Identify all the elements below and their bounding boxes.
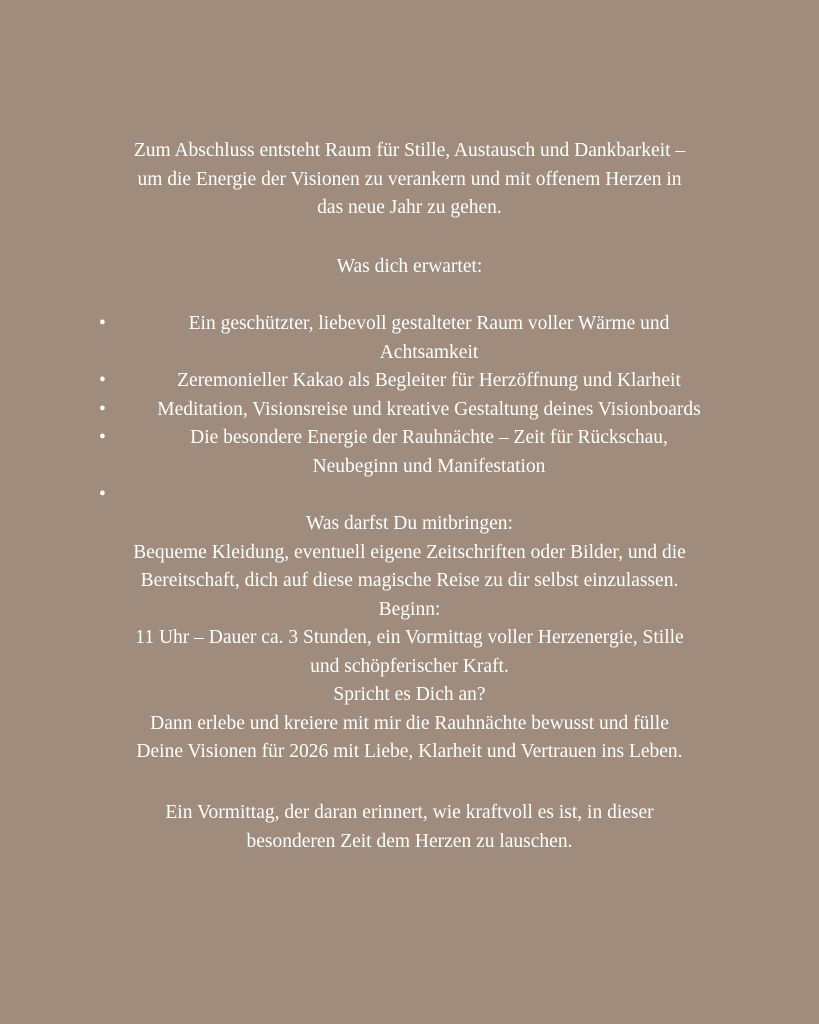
list-item-line: Ein geschützter, liebevoll gestalteter Raum voller Wärme und <box>188 313 670 334</box>
list-item-text <box>119 310 739 367</box>
list-item-text <box>119 424 739 481</box>
closing-line: besonderen Zeit dem Herzen zu lauschen. <box>246 830 573 852</box>
list-item-line: Achtsamkeit <box>379 341 479 363</box>
closing-paragraph <box>90 799 729 856</box>
bullet-icon: • <box>99 370 106 391</box>
bullet-icon: • <box>99 484 106 505</box>
question-text: Spricht es Dich an? <box>333 684 486 705</box>
list-item <box>99 367 739 396</box>
bullet-list <box>99 310 739 510</box>
invite-line: Deine Visionen für 2026 mit Liebe, Klarheit und Vertrauen ins Leben. <box>136 741 683 762</box>
list-item-line: Meditation, Visionsreise und kreative Gestaltung deines Visionboards <box>157 398 701 420</box>
expect-heading <box>90 253 729 282</box>
list-item <box>99 481 739 510</box>
intro-line: das neue Jahr zu gehen. <box>317 197 502 218</box>
list-item <box>99 396 739 425</box>
closing-line: Ein Vormittag, der daran erinnert, wie kraftvoll es ist, in dieser <box>165 802 654 823</box>
bring-heading: Was darfst Du mitbringen: <box>306 513 513 534</box>
list-item-text <box>119 367 739 396</box>
list-item <box>99 310 739 367</box>
start-heading: Beginn: <box>378 598 441 620</box>
list-item-text <box>119 396 739 425</box>
invite-line: Dann erlebe und kreiere mit mir die Rauhnächte bewusst und fülle <box>150 712 669 734</box>
expect-heading-text: Was dich erwartet: <box>336 256 483 277</box>
bullet-icon: • <box>99 398 106 420</box>
list-item-line: Die besondere Energie der Rauhnächte – Zeit für Rückschau, <box>190 427 668 448</box>
list-item <box>99 424 739 481</box>
intro-line: Zum Abschluss entsteht Raum für Stille, Austausch und Dankbarkeit – <box>133 140 686 161</box>
list-item-line: Zeremonieller Kakao als Begleiter für Herzöffnung und Klarheit <box>177 370 681 391</box>
list-item-line: Neubeginn und Manifestation <box>312 455 546 477</box>
bullet-icon: • <box>99 427 106 448</box>
start-line: 11 Uhr – Dauer ca. 3 Stunden, ein Vormittag voller Herzenergie, Stille <box>135 627 684 648</box>
bring-line: Bereitschaft, dich auf diese magische Reise zu dir selbst einzulassen. <box>140 570 679 591</box>
bring-line: Bequeme Kleidung, eventuell eigene Zeitschriften oder Bilder, und die <box>133 541 686 563</box>
start-line: und schöpferischer Kraft. <box>310 655 509 677</box>
intro-paragraph <box>90 137 729 223</box>
details-section <box>90 510 729 767</box>
intro-line: um die Energie der Visionen zu verankern und mit offenem Herzen in <box>137 168 682 190</box>
bullet-icon: • <box>99 313 106 334</box>
